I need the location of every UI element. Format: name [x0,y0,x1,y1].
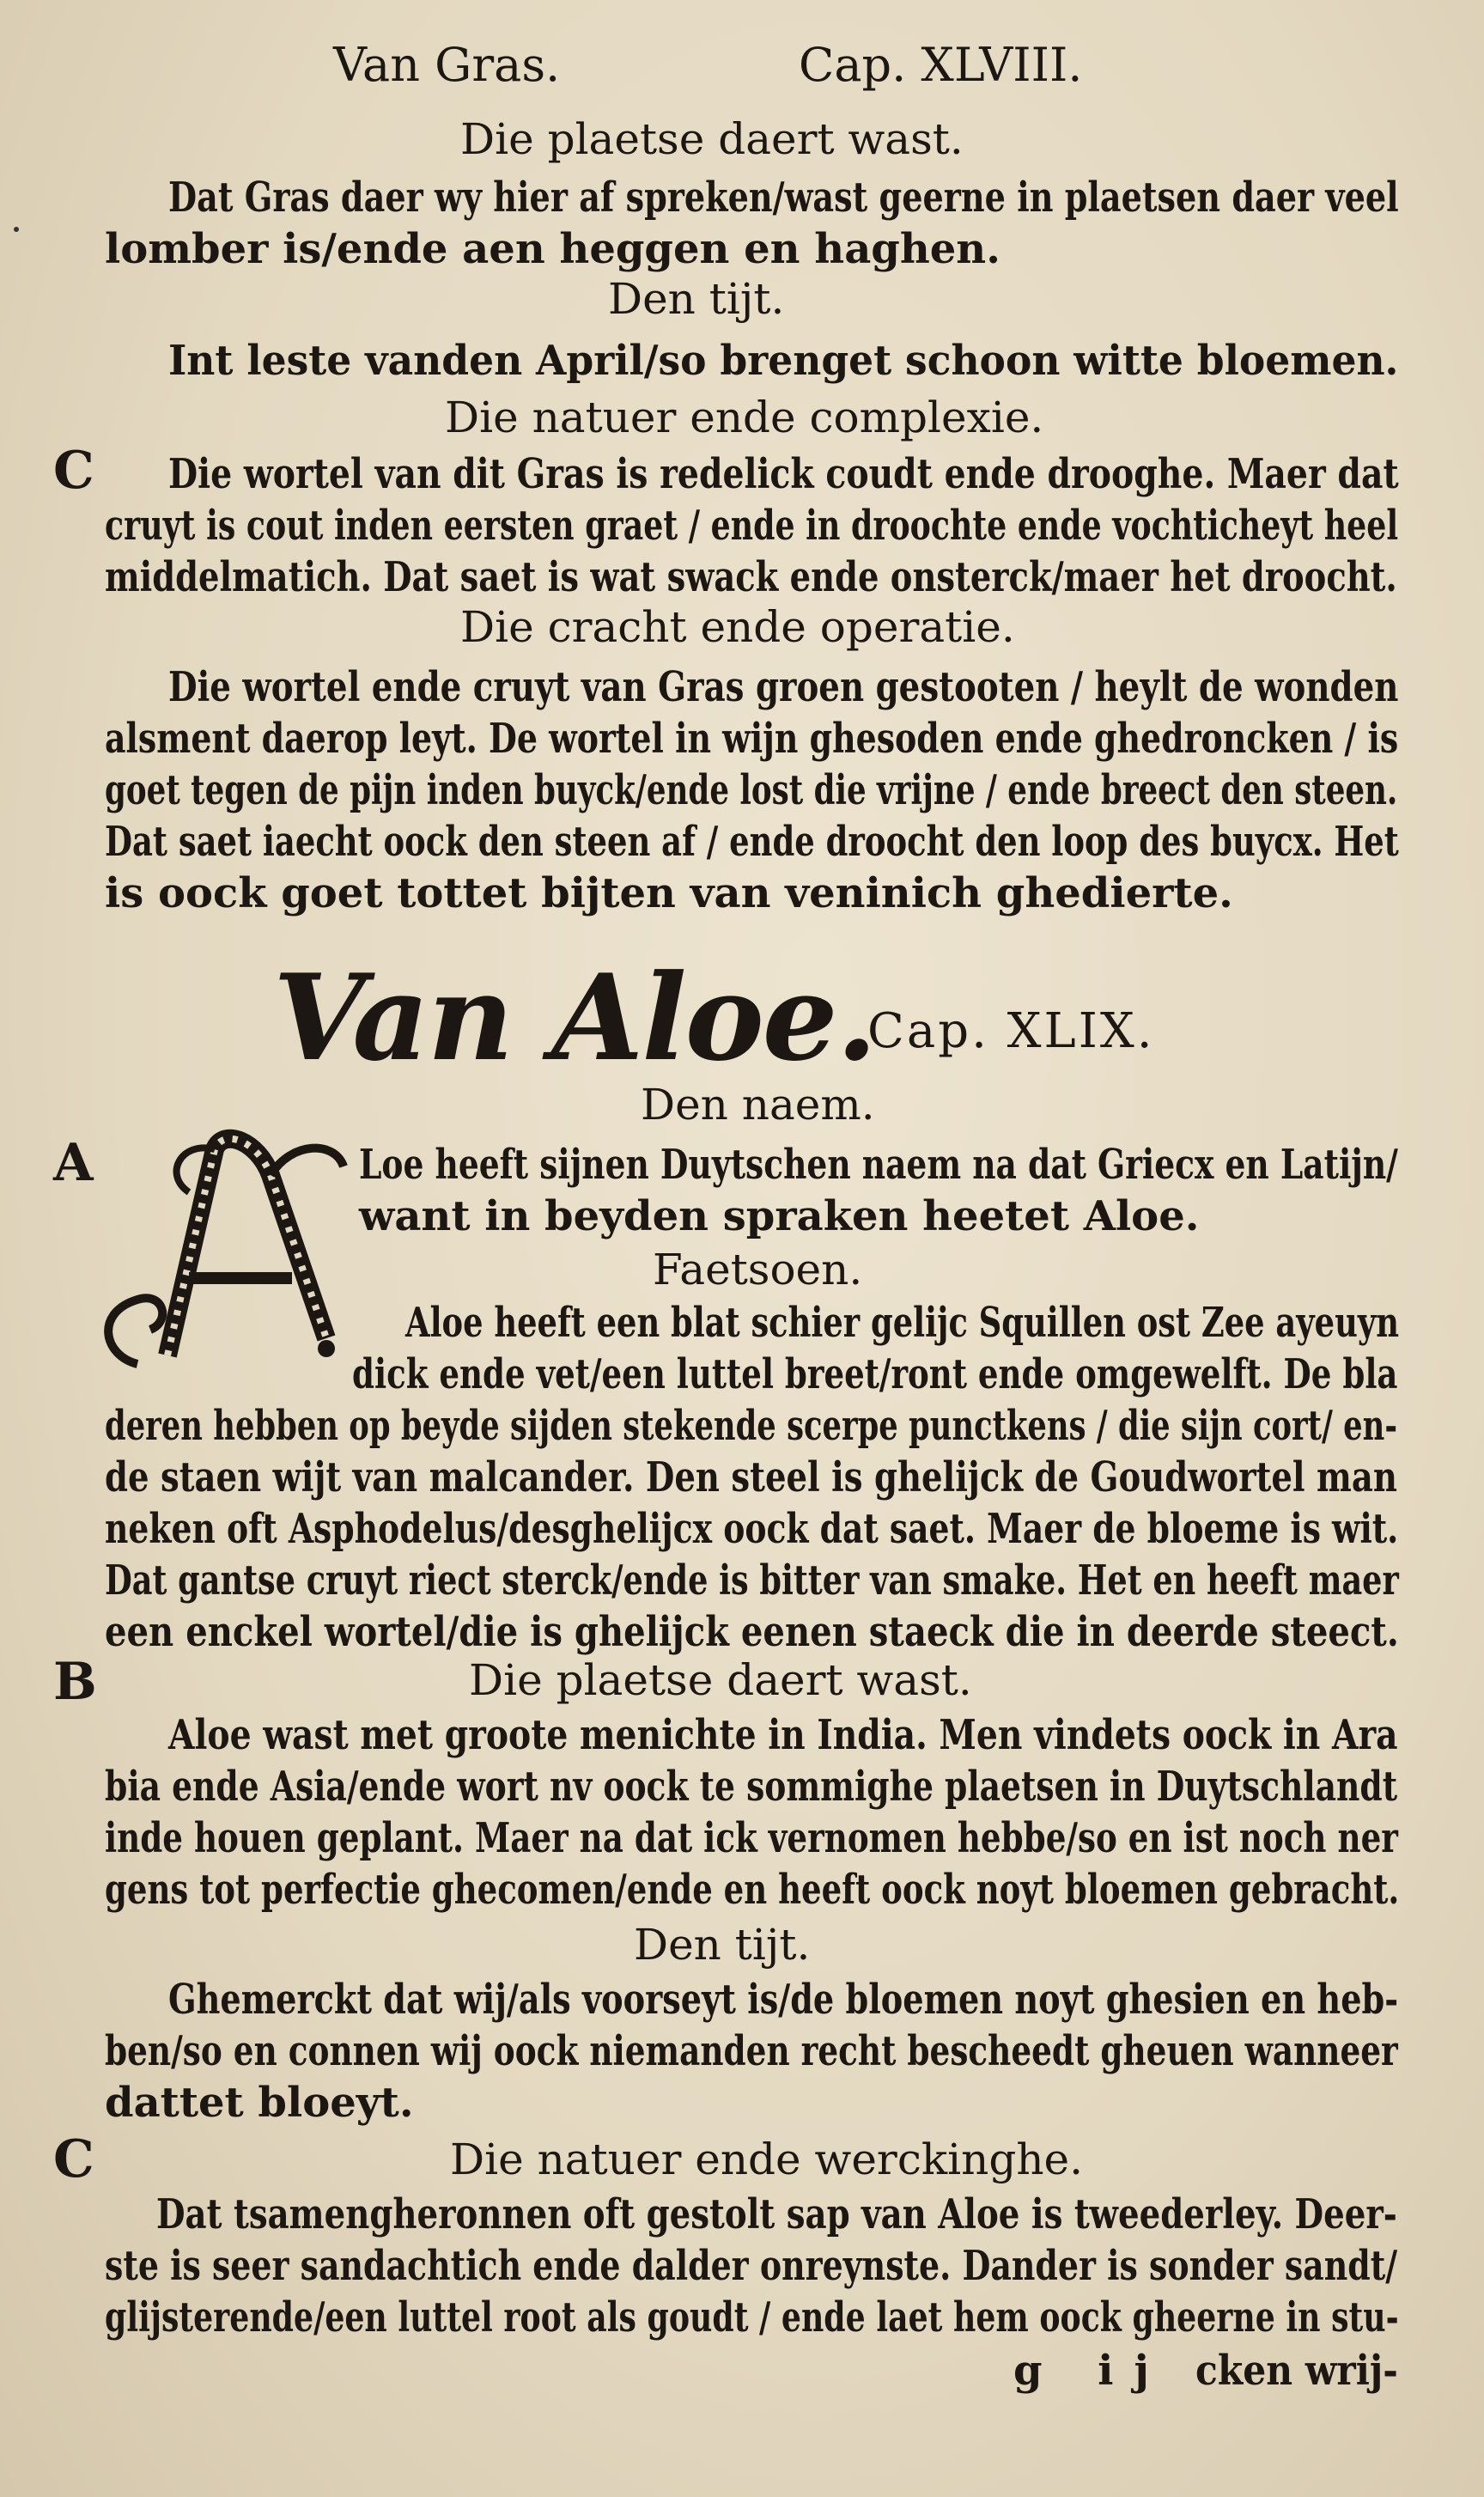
text-line: alsment daerop leyt. De wortel in wijn ghesoden ende ghedroncken / is [105,715,1399,763]
chapter-number: Cap. XLIX. [867,1003,1155,1059]
text-line: want in beyden spraken heetet Aloe. [359,1192,1200,1240]
text-line: Die wortel ende cruyt van Gras groen gestooten / heylt de wonden [168,663,1399,711]
text-line: is oock goet tottet bijten van veninich ghedierte. [105,869,1233,917]
text-line: Dat gantse cruyt riect sterck/ende is bitter van smake. Het en heeft maer [105,1556,1399,1605]
text-line: goet tegen de pijn inden buyck/ende lost die vrijne / ende breect den steen. [105,766,1398,814]
margin-letter-a: A [53,1133,94,1193]
text-line: de staen wijt van malcander. Den steel is ghelijck de Goudwortel man [105,1453,1397,1501]
text-line: Die wortel van dit Gras is redelick coudt ende drooghe. Maer dat [168,450,1399,498]
heading-place: Die plaetse daert wast. [469,1655,972,1705]
text-line: een enckel wortel/die is ghelijck eenen staeck die in deerde steect. [105,1608,1399,1656]
running-head-left: Van Gras. [333,38,561,92]
ink-speck [14,227,19,232]
heading-nature: Die natuer ende werckinghe. [450,2135,1084,2184]
margin-letter-b: B [53,1652,97,1712]
text-line: Aloe heeft een blat schier gelijc Squillen ost Zee ayeuyn [405,1299,1399,1347]
text-line: gens tot perfectie ghecomen/ende en heeft oock noyt bloemen gebracht. [105,1866,1400,1914]
text-line: Int leste vanden April/so brenget schoon witte bloemen. [168,337,1399,385]
heading-power: Die cracht ende operatie. [460,602,1015,652]
text-line: ben/so en connen wij oock niemanden recht bescheedt gheuen wanneer [105,2027,1398,2075]
margin-letter-c: C [53,2129,94,2189]
margin-letter-c: C [53,441,94,501]
text-line: middelmatich. Dat saet is wat swack ende onsterck/maer het droocht. [105,553,1397,601]
text-line: bia ende Asia/ende wort nv oock te sommighe plaetsen in Duytschlandt [105,1763,1398,1811]
heading-time: Den tijt. [608,274,785,324]
signature-mark: g ij [1013,2347,1170,2395]
text-line: ste is seer sandachtich ende dalder onreynste. Dander is sonder sandt/ [105,2242,1398,2290]
heading-time: Den tijt. [634,1920,811,1970]
text-line: neken oft Asphodelus/desghelijcx oock dat saet. Maer de bloeme is wit. [105,1505,1399,1553]
text-line: Ghemerckt dat wij/als voorseyt is/de bloemen noyt ghesien en heb- [168,1976,1399,2024]
heading-form: Faetsoen. [653,1245,863,1294]
text-line: Aloe wast met groote menichte in India. Men vindets oock in Ara [168,1711,1398,1759]
text-line: Dat tsamengheronnen oft gestolt sap van Aloe is tweederley. Deer- [156,2190,1397,2238]
text-line: lomber is/ende aen heggen en haghen. [105,225,1000,273]
chapter-title: Van Aloe. [273,947,876,1087]
text-line: dattet bloeyt. [105,2079,414,2127]
text-line: glijsterende/een luttel root als goudt / ende laet hem oock gheerne in stu- [105,2293,1399,2342]
text-line: inde houen geplant. Maer na dat ick vernomen hebbe/so en ist noch ner [105,1814,1398,1862]
text-line: dick ende vet/een luttel breet/ront ende omgewelft. De bla [352,1350,1398,1398]
text-line: Dat saet iaecht oock den steen af / ende droocht den loop des buycx. Het [105,818,1399,866]
decorated-initial [86,1124,352,1381]
heading-name: Den naem. [641,1080,875,1130]
text-line: Dat Gras daer wy hier af spreken/wast geerne in plaetsen daer veel [168,174,1399,222]
text-line: cruyt is cout inden eersten graet / ende in droochte ende vochticheyt heel [105,502,1399,550]
catchword: cken wrij- [1195,2347,1398,2395]
text-line: Loe heeft sijnen Duytschen naem na dat Griecx en Latijn/ [359,1141,1398,1189]
heading-place: Die plaetse daert wast. [460,114,964,164]
running-head-right: Cap. XLVIII. [799,38,1083,92]
text-line: deren hebben op beyde sijden stekende scerpe punctkens / die sijn cort/ en- [105,1402,1397,1450]
heading-nature: Die natuer ende complexie. [445,393,1044,442]
